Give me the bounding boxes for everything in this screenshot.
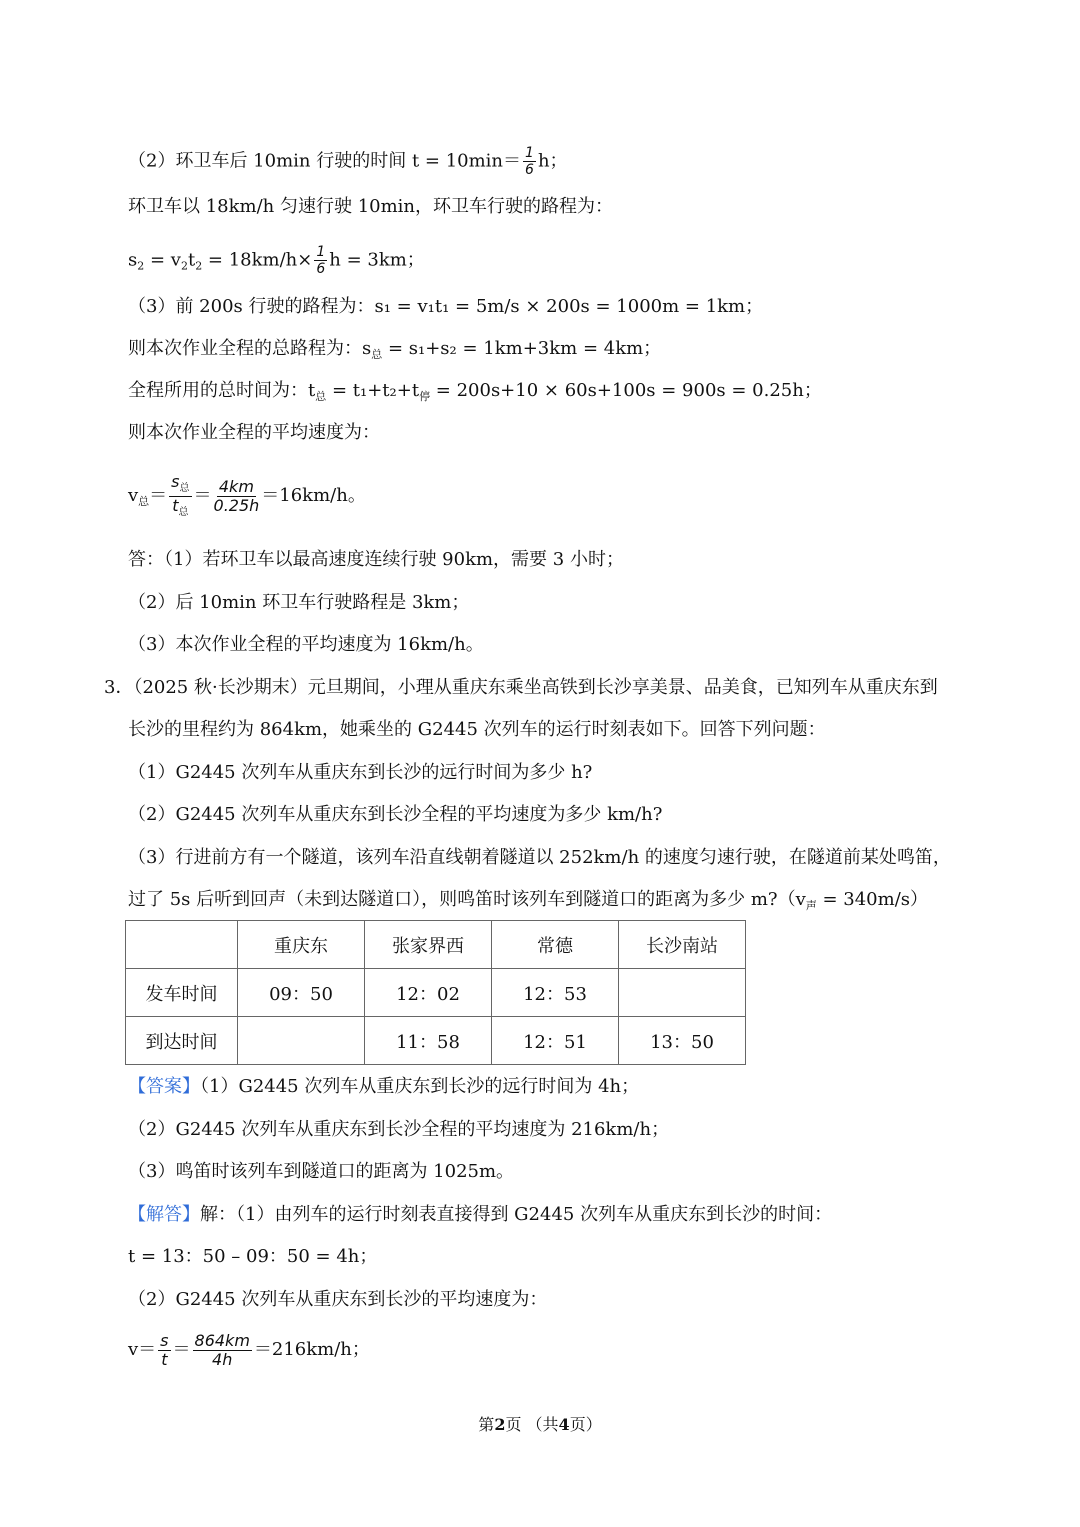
table-cell	[619, 969, 746, 1017]
answer-line-1: 答：（1）若环卫车以最高速度连续行驶 90km，需要 3 小时；	[128, 549, 624, 570]
table-cell: 12：53	[492, 969, 619, 1017]
line-s2-formula: $s_2 = v_2t_2 = 18km/h\times$ $\frac{1}{6}$ h = 3km；	[128, 244, 425, 277]
line-speed-desc: 环卫车以 18km/h 匀速行驶 10min，环卫车行驶的路程为：	[128, 196, 614, 217]
line-total-time: 全程所用的总时间为：$t_总 = t_1+t_2+t_停 = 200s+10 \times 60s+100s = 900s = 0.25h$；	[128, 380, 822, 403]
answer-section-line-3: （3）鸣笛时该列车到隧道口的距离为 1025m。	[128, 1161, 515, 1182]
fraction: $\frac{1}{6}$	[316, 244, 326, 277]
line-s1-formula: （3）前 200s 行驶的路程为：s₁ = v₁t₁ = 5m/s × 200s = 1000m = 1km；	[128, 296, 764, 317]
line-time-after: （2）环卫车后 10min 行驶的时间 t = 10min＝ $\frac{1}{6}$ h；	[128, 145, 568, 178]
table-cell	[238, 1017, 365, 1065]
solution-line-3: （2）G2445 次列车从重庆东到长沙的平均速度为：	[128, 1289, 548, 1310]
answer-tag: 【答案】	[128, 1076, 200, 1097]
table-cell: 13：50	[619, 1017, 746, 1065]
table-row	[126, 1017, 746, 1065]
fraction: $\frac{s_总}{t_总}$	[171, 472, 190, 518]
table-header-cell: 张家界西	[365, 921, 492, 969]
page-number: 2	[494, 1415, 506, 1434]
question-3-line-2: 长沙的里程约为 864km，她乘坐的 G2445 次列车的运行时刻表如下。回答下列问题：	[128, 719, 826, 740]
line-avg-speed-formula: $v_总=$ $\frac{s_总}{t_总}$ ＝ $\frac{4km}{0.25h}$ ＝16km/h。	[128, 472, 366, 518]
table-row	[126, 969, 746, 1017]
answer-line-2: （2）后 10min 环卫车行驶路程是 3km；	[128, 592, 470, 613]
solution-tag: 【解答】	[128, 1204, 200, 1225]
table-header-row	[126, 921, 746, 969]
solution-formula: v＝ $\frac{s}{t}$ ＝ $\frac{864km}{4h}$ ＝216km/h；	[128, 1330, 370, 1369]
table-cell: 到达时间	[126, 1017, 238, 1065]
table-cell: 12：51	[492, 1017, 619, 1065]
table-cell: 12：02	[365, 969, 492, 1017]
question-3-sub-1: （1）G2445 次列车从重庆东到长沙的远行时间为多少 h?	[128, 762, 593, 783]
page-total: 4	[558, 1415, 570, 1434]
fraction: $\frac{4km}{0.25h}$	[213, 476, 260, 515]
fraction: $\frac{s}{t}$	[160, 1330, 169, 1369]
question-3-sub-2: （2）G2445 次列车从重庆东到长沙全程的平均速度为多少 km/h?	[128, 804, 663, 825]
question-3-sub-3-cont: 过了 5s 后听到回声（未到达隧道口），则鸣笛时该列车到隧道口的距离为多少 $m?(v_声 = 340m/s)$	[128, 889, 929, 912]
table-header-cell	[126, 921, 238, 969]
answer-section-line-2: （2）G2445 次列车从重庆东到长沙全程的平均速度为 216km/h；	[128, 1119, 670, 1140]
solution-line-1: 【解答】解：（1）由列车的运行时刻表直接得到 G2445 次列车从重庆东到长沙的时间：	[128, 1204, 833, 1225]
line-avg-speed-desc: 则本次作业全程的平均速度为：	[128, 422, 380, 443]
solution-line-2: t = 13：50 – 09：50 = 4h；	[128, 1246, 378, 1267]
line-total-distance: 则本次作业全程的总路程为：$s_总 = s_1+s_2 = 1km+3km = 4km$；	[128, 338, 662, 361]
table-cell: 发车时间	[126, 969, 238, 1017]
table-cell: 11：58	[365, 1017, 492, 1065]
timetable	[125, 920, 746, 1065]
fraction: $\frac{1}{6}$	[525, 145, 534, 178]
table-cell: 09：50	[238, 969, 365, 1017]
table-header-cell: 重庆东	[238, 921, 365, 969]
answer-section-line-1: 【答案】（1）G2445 次列车从重庆东到长沙的远行时间为 4h；	[128, 1076, 640, 1097]
answer-line-3: （3）本次作业全程的平均速度为 16km/h。	[128, 634, 484, 655]
table-header-cell: 长沙南站	[619, 921, 746, 969]
page-footer: 第2页 （共4页）	[478, 1415, 602, 1434]
question-3-sub-3: （3）行进前方有一个隧道，该列车沿直线朝着隧道以 252km/h 的速度匀速行驶，在隧道前某处鸣笛，	[128, 847, 951, 868]
fraction: $\frac{864km}{4h}$	[194, 1330, 250, 1369]
question-3-line-1: 3．（2025 秋·长沙期末）元旦期间，小理从重庆东乘坐高铁到长沙享美景、品美食，已知列车从重庆东到	[104, 677, 938, 698]
table-header-cell: 常德	[492, 921, 619, 969]
